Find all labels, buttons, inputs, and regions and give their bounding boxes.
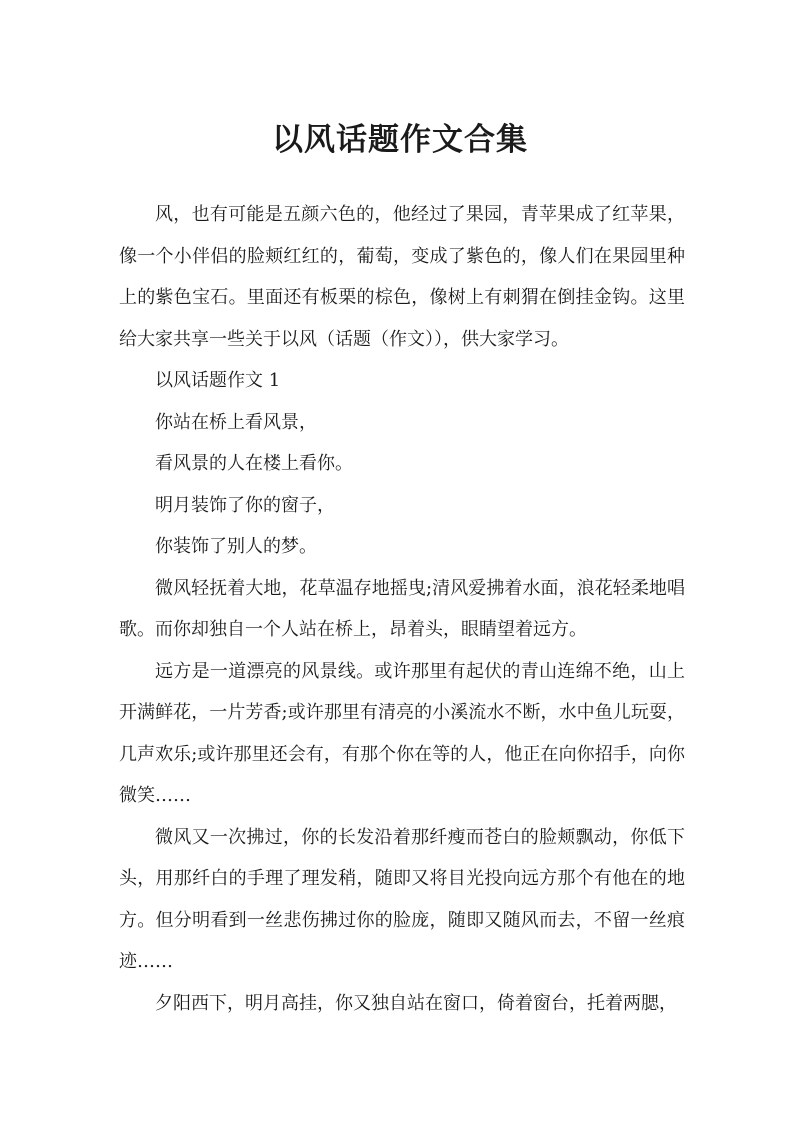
poem-line: 你站在桥上看风景，	[155, 411, 317, 433]
paragraph: 夕阳西下，明月高挂，你又独自站在窗口，倚着窗台，托着两腮，	[155, 992, 677, 1014]
section-heading: 以风话题作文 1	[155, 370, 281, 391]
poem-line: 看风景的人在楼上看你。	[155, 453, 353, 474]
paragraph: 远方是一道漂亮的风景线。或许那里有起伏的青山连绵不绝，山上开满鲜花，一片芳香;或许那里有清亮的小溪流水不断，水中鱼儿玩耍，几声欢乐;或许那里还会有，有那个你在等的人，他正在向你招手，向你微笑……	[119, 660, 685, 806]
paragraph: 微风轻抚着大地，花草温存地摇曳;清风爱拂着水面，浪花轻柔地唱歌。而你却独自一个人站在桥上，昂着头，眼睛望着远方。	[119, 577, 685, 640]
document-body	[119, 194, 685, 1024]
poem-line: 你装饰了别人的梦。	[155, 536, 317, 557]
document-title: 以风话题作文合集	[272, 122, 528, 158]
paragraph: 微风又一次拂过，你的长发沿着那纤瘦而苍白的脸颊飘动，你低下头，用那纤白的手理了理发稍，随即又将目光投向远方那个有他在的地方。但分明看到一丝悲伤拂过你的脸庞，随即又随风而去，不留一丝痕迹……	[119, 826, 685, 972]
poem-line: 明月装饰了你的窗子，	[155, 494, 335, 516]
paragraph-intro: 风，也有可能是五颜六色的，他经过了果园，青苹果成了红苹果，像一个小伴侣的脸颊红红的，葡萄，变成了紫色的，像人们在果园里种上的紫色宝石。里面还有板栗的棕色，像树上有刺猬在倒挂金钩。这里给大家共享一些关于以风（话题（作文）），供大家学习。	[119, 204, 685, 350]
